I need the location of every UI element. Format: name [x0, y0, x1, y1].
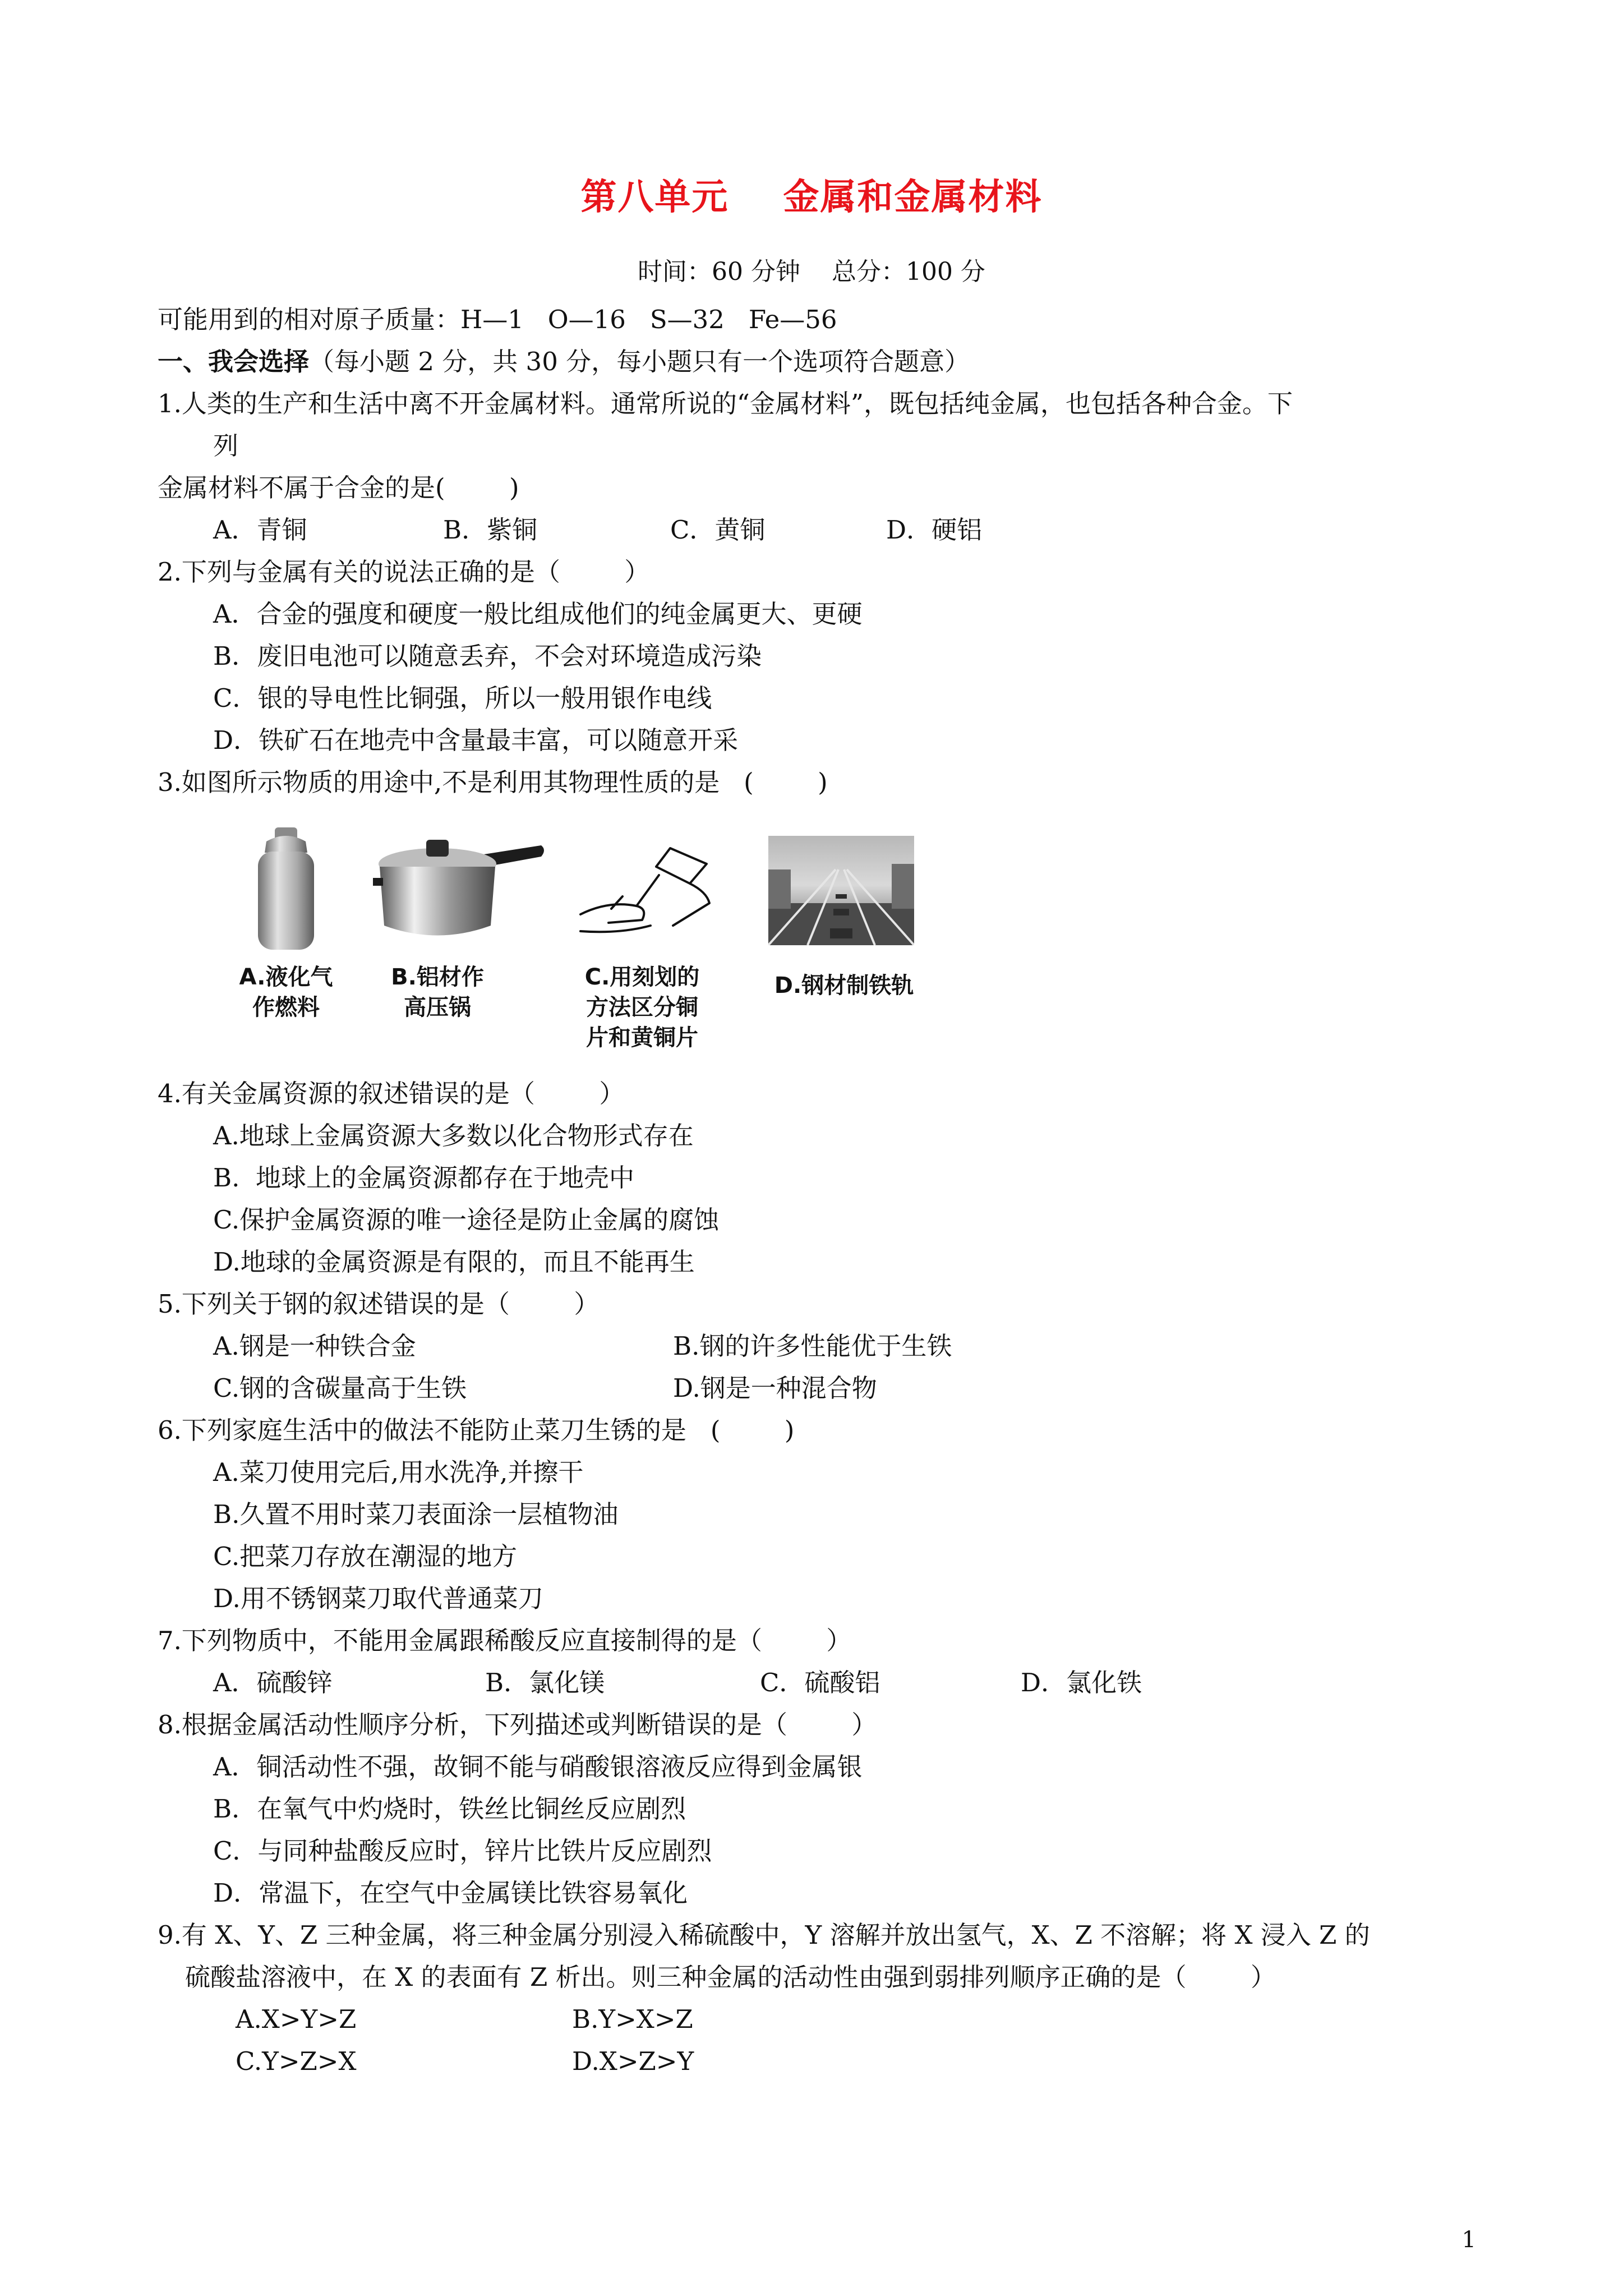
- section-heading: [158, 345, 970, 379]
- q4-option-c: C.保护金属资源的唯一途径是防止金属的腐蚀: [213, 1205, 720, 1235]
- scratch-test-image: [575, 841, 715, 940]
- q1-stem-line3: 金属材料不属于合金的是( ): [158, 473, 519, 503]
- q1-option-b: B．紫铜: [443, 515, 538, 545]
- atomic-masses: 可能用到的相对原子质量：H—1 O—16 S—32 Fe—56: [158, 305, 837, 334]
- q8-option-d: D．常温下，在空气中金属镁比铁容易氧化: [213, 1878, 688, 1908]
- q8-stem: 8.根据金属活动性顺序分析，下列描述或判断错误的是（ ）: [158, 1710, 877, 1740]
- q8-option-c: C．与同种盐酸反应时，锌片比铁片反应剧烈: [213, 1836, 712, 1866]
- q4-stem: 4.有关金属资源的叙述错误的是（ ）: [158, 1079, 625, 1108]
- caption-b-text: B.铝材作 高压锅: [391, 964, 484, 1020]
- q2-option-d: D．铁矿石在地壳中含量最丰富，可以随意开采: [213, 725, 739, 755]
- q5-option-d: D.钢是一种混合物: [673, 1373, 877, 1403]
- q6-option-c: C.把菜刀存放在潮湿的地方: [213, 1542, 518, 1571]
- q9-stem-line1: 9.有 X、Y、Z 三种金属，将三种金属分别浸入稀硫酸中，Y 溶解并放出氢气，X、Z 不溶解；将 X 浸入 Z 的: [158, 1920, 1370, 1950]
- unit-title: 第八单元 金属和金属材料: [580, 177, 1043, 218]
- q9-option-c: C.Y>Z>X: [236, 2046, 357, 2076]
- q9-stem-line2: 硫酸盐溶液中，在 X 的表面有 Z 析出。则三种金属的活动性由强到弱排列顺序正确的是（ ）: [185, 1962, 1276, 1992]
- q5-option-b: B.钢的许多性能优于生铁: [673, 1331, 952, 1361]
- q8-option-a: A．铜活动性不强，故铜不能与硝酸银溶液反应得到金属银: [213, 1752, 863, 1782]
- q4-option-a: A.地球上金属资源大多数以化合物形式存在: [213, 1121, 694, 1151]
- caption-c: [569, 962, 715, 1053]
- q6-option-d: D.用不锈钢菜刀取代普通菜刀: [213, 1584, 543, 1613]
- q7-option-d: D．氯化铁: [1021, 1668, 1142, 1697]
- q3-stem: 3.如图所示物质的用途中,不是利用其物理性质的是 ( ): [158, 767, 828, 797]
- gas-cylinder-image: [241, 825, 331, 954]
- q4-option-d: D.地球的金属资源是有限的，而且不能再生: [213, 1247, 695, 1277]
- q6-stem: 6.下列家庭生活中的做法不能防止菜刀生锈的是 ( ): [158, 1415, 795, 1445]
- page-number: 1: [1461, 2227, 1476, 2253]
- q9-option-d: D.X>Z>Y: [572, 2046, 694, 2076]
- caption-d-text: D.钢材制铁轨: [774, 973, 914, 999]
- q9-option-a: A.X>Y>Z: [236, 2004, 357, 2034]
- caption-c-text: C.用刻划的 方法区分铜 片和黄铜片: [584, 964, 700, 1051]
- section-note: （每小题 2 分，共 30 分，每小题只有一个选项符合题意）: [309, 347, 970, 376]
- q7-stem: 7.下列物质中，不能用金属跟稀酸反应直接制得的是（ ）: [158, 1626, 852, 1655]
- q2-option-c: C．银的导电性比铜强，所以一般用银作电线: [213, 683, 712, 713]
- q9-option-b: B.Y>X>Z: [572, 2004, 693, 2034]
- q8-option-b: B．在氧气中灼烧时，铁丝比铜丝反应剧烈: [213, 1794, 686, 1824]
- caption-a: [222, 962, 351, 1023]
- q5-option-c: C.钢的含碳量高于生铁: [213, 1373, 467, 1403]
- exam-meta: 时间：60 分钟 总分：100 分: [638, 257, 985, 286]
- q7-option-c: C．硫酸铝: [760, 1668, 880, 1697]
- caption-a-text: A.液化气 作燃料: [239, 964, 333, 1020]
- railway-track-image: [768, 836, 914, 945]
- q1-stem-line1: 1.人类的生产和生活中离不开金属材料。通常所说的“金属材料”，既包括纯金属，也包括各种合金。下: [158, 389, 1293, 418]
- q2-option-b: B．废旧电池可以随意丢弃，不会对环境造成污染: [213, 641, 762, 671]
- q1-option-d: D．硬铝: [886, 515, 983, 545]
- q6-option-a: A.菜刀使用完后,用水洗净,并擦干: [213, 1457, 584, 1487]
- caption-d: [760, 970, 928, 1001]
- q7-option-b: B．氯化镁: [485, 1668, 605, 1697]
- caption-b: [370, 962, 505, 1023]
- q5-option-a: A.钢是一种铁合金: [213, 1331, 416, 1361]
- section-title: 一、我会选择: [158, 347, 310, 376]
- q1-stem-line2: 列: [213, 431, 239, 461]
- q2-stem: 2.下列与金属有关的说法正确的是（ ）: [158, 557, 650, 587]
- q1-option-c: C．黄铜: [670, 515, 766, 545]
- q6-option-b: B.久置不用时菜刀表面涂一层植物油: [213, 1499, 619, 1529]
- q5-stem: 5.下列关于钢的叙述错误的是（ ）: [158, 1289, 600, 1319]
- q4-option-b: B. 地球上的金属资源都存在于地壳中: [213, 1163, 634, 1193]
- q1-option-a: A．青铜: [213, 515, 307, 545]
- pressure-cooker-image: [373, 833, 547, 945]
- q7-option-a: A．硫酸锌: [213, 1668, 333, 1697]
- q2-option-a: A．合金的强度和硬度一般比组成他们的纯金属更大、更硬: [213, 599, 863, 629]
